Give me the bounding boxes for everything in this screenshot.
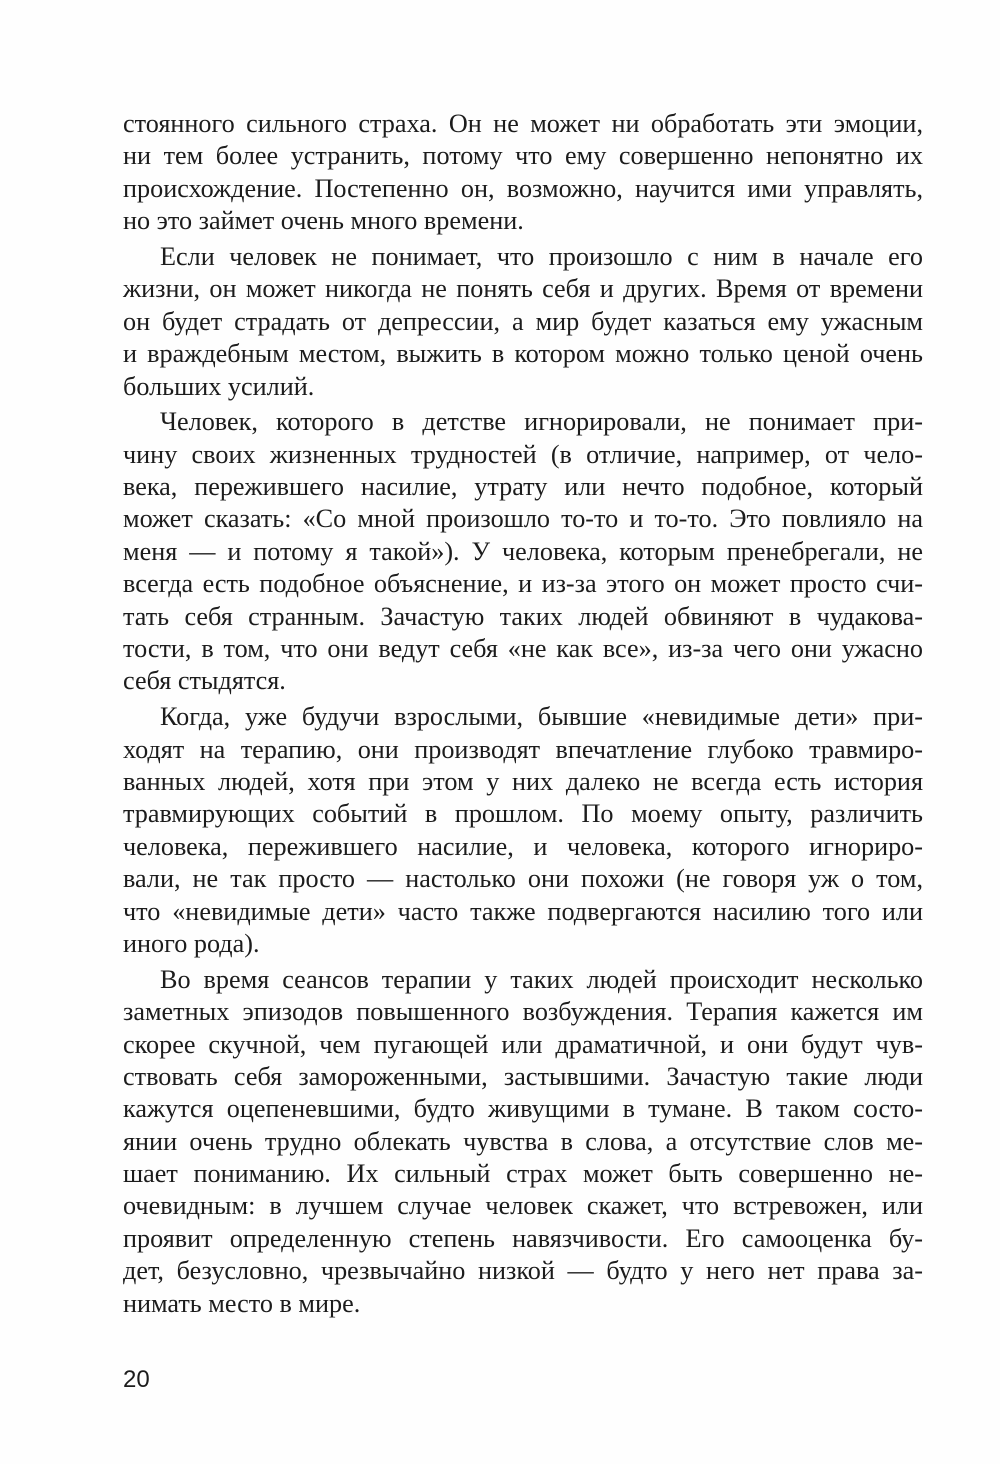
text-line: происхождение. Постепенно он, возможно, научится ими управлять,: [123, 173, 923, 203]
body-text: [123, 108, 923, 1320]
text-line: Если человек не понимает, что произошло с ним в начале его: [160, 241, 923, 271]
text-line: иного рода).: [123, 928, 260, 958]
text-line: кажутся оцепеневшими, будто живущими в тумане. В таком состо-: [123, 1094, 923, 1124]
text-line: ствовать себя замороженными, застывшими. Зачастую такие люди: [123, 1061, 923, 1091]
paragraph: [123, 406, 923, 698]
text-line: что «невидимые дети» часто также подвергаются насилию того или: [123, 896, 923, 926]
text-line: ванных людей, хотя при этом у них далеко не всегда есть история: [123, 766, 923, 796]
text-line: тать себя странным. Зачастую таких людей обвиняют в чудакова-: [123, 601, 923, 631]
paragraph: [123, 701, 923, 960]
text-line: вали, не так просто — настолько они похожи (не говоря уж о том,: [123, 864, 923, 894]
text-line: себя стыдятся.: [123, 666, 286, 696]
text-line: и враждебным местом, выжить в котором можно только ценой очень: [123, 339, 923, 369]
text-line: века, пережившего насилие, утрату или нечто подобное, который: [123, 472, 923, 502]
text-line: Во время сеансов терапии у таких людей происходит несколько: [160, 964, 923, 994]
text-line: человека, пережившего насилие, и человека, которого игнориро-: [123, 831, 923, 861]
page-number: 20: [123, 1366, 150, 1393]
text-line: янии очень трудно облекать чувства в слова, а отсутствие слов ме-: [123, 1126, 923, 1156]
text-line: скорее скучной, чем пугающей или драматичной, и они будут чув-: [123, 1029, 923, 1059]
text-line: нимать место в мире.: [123, 1288, 361, 1318]
text-line: шает пониманию. Их сильный страх может быть совершенно не-: [123, 1159, 923, 1189]
paragraph: [123, 964, 923, 1320]
text-line: дет, безусловно, чрезвычайно низкой — будто у него нет права за-: [123, 1256, 923, 1286]
text-line: заметных эпизодов повышенного возбуждения. Терапия кажется им: [123, 997, 923, 1027]
text-line: Человек, которого в детстве игнорировали, не понимает при-: [160, 407, 923, 437]
text-line: Когда, уже будучи взрослыми, бывшие «невидимые дети» при-: [160, 702, 923, 732]
text-line: всегда есть подобное объяснение, и из-за этого он может просто счи-: [123, 569, 923, 599]
text-line: может сказать: «Со мной произошло то-то и то-то. Это повлияло на: [123, 504, 923, 534]
text-line: ни тем более устранить, потому что ему совершенно непонятно их: [123, 141, 923, 171]
paragraph: [123, 108, 923, 238]
text-line: но это займет очень много времени.: [123, 206, 524, 236]
text-line: жизни, он может никогда не понять себя и других. Время от времени: [123, 274, 923, 304]
text-line: меня — и потому я такой»). У человека, которым пренебрегали, не: [123, 536, 923, 566]
paragraph: [123, 241, 923, 403]
text-line: больших усилий.: [123, 371, 315, 401]
text-line: проявит определенную степень навязчивости. Его самооценка бу-: [123, 1223, 923, 1253]
text-line: травмирующих событий в прошлом. По моему опыту, различить: [123, 799, 923, 829]
text-line: чину своих жизненных трудностей (в отличие, например, от чело-: [123, 439, 923, 469]
text-line: ходят на терапию, они производят впечатление глубоко травмиро-: [123, 734, 923, 764]
text-line: очевидным: в лучшем случае человек скажет, что встревожен, или: [123, 1191, 923, 1221]
text-line: он будет страдать от депрессии, а мир будет казаться ему ужасным: [123, 306, 923, 336]
text-line: тости, в том, что они ведут себя «не как все», из-за чего они ужасно: [123, 634, 923, 664]
text-line: стоянного сильного страха. Он не может ни обработать эти эмоции,: [123, 109, 923, 138]
